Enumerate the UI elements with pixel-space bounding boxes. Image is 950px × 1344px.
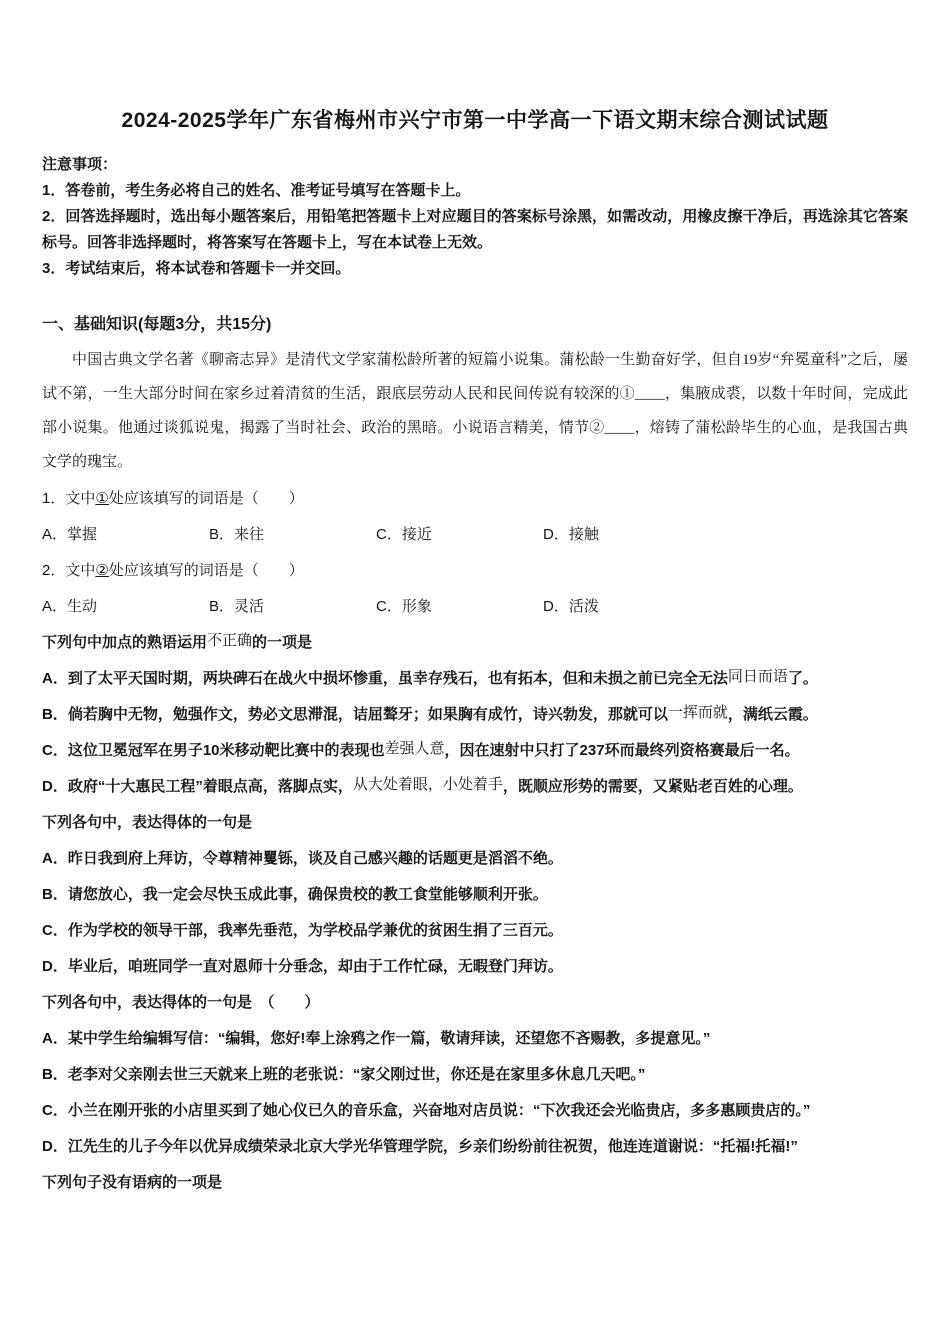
reading-passage: 中国古典文学名著《聊斋志异》是清代文学家蒲松龄所著的短篇小说集。蒲松龄一生勤奋好学，但自19岁“弁冕童科”之后，屡试不第，一生大部分时间在家乡过着清贫的生活，跟底层劳动人民和民间传说有较深的①____，集腋成裘，以数十年时间，完成此部小说集。他通过谈狐说鬼，揭露了当时社会、政治的黑暗。小说语言精美，情节②____，熔铸了蒲松龄毕生的心血，是我国古典文学的瑰宝。: [42, 352, 908, 470]
question-3-option-d: D．政府“十大惠民工程”着眼点高，落脚点实，从大处着眼，小处着手，既顺应形势的需要，又紧贴老百姓的心理。: [42, 777, 803, 795]
questions-area: [42, 481, 908, 1201]
question-4-option-c: C．作为学校的领导干部，我率先垂范，为学校品学兼优的贫困生捐了三百元。: [42, 922, 563, 939]
notice-item-2: 2．回答选择题时，选出每小题答案后，用铅笔把答题卡上对应题目的答案标号涂黑，如需改动，用橡皮擦干净后，再选涂其它答案标号。回答非选择题时，将答案写在答题卡上，写在本试卷上无效。: [42, 208, 908, 251]
question-1-option-c: C．接近: [376, 526, 432, 543]
question-5-option-d: D．江先生的儿子今年以优异成绩荣录北京大学光华管理学院，乡亲们纷纷前往祝贺，他连连道谢说：“托福!托福!”: [42, 1138, 798, 1155]
question-4-stem: 下列各句中，表达得体的一句是: [42, 814, 253, 831]
question-3-option-b: B．倘若胸中无物，勉强作文，势必文思滞混，诘屈聱牙；如果胸有成竹，诗兴勃发，那就可以一挥而就，满纸云霞。: [42, 705, 818, 723]
section-one-heading: 一、基础知识(每题3分，共15分): [42, 316, 272, 333]
question-6-stem: 下列句子没有语病的一项是: [42, 1174, 223, 1191]
page-title: 2024-2025学年广东省梅州市兴宁市第一中学高一下语文期末综合测试试题: [121, 109, 829, 132]
question-4-option-b: B．请您放心，我一定会尽快玉成此事，确保贵校的教工食堂能够顺利开张。: [42, 886, 548, 903]
question-2-options: [42, 589, 908, 625]
question-1-options: [42, 517, 908, 553]
question-2-option-c: C．形象: [376, 598, 432, 615]
notice-section: [42, 152, 908, 282]
question-3-option-a: A．到了太平天国时期，两块碑石在战火中损坏惨重，虽幸存残石，也有拓本，但和未损之前已完全无法同日而语了。: [42, 669, 818, 687]
question-2-option-d: D．活泼: [543, 598, 599, 615]
question-1-option-b: B．来往: [209, 526, 265, 543]
question-4-option-a: A．昨日我到府上拜访，令尊精神矍铄，谈及自己感兴趣的话题更是滔滔不绝。: [42, 850, 563, 867]
question-1-stem: 1．文中①处应该填写的词语是（ ）: [42, 490, 304, 507]
question-2-option-b: B．灵活: [209, 598, 265, 615]
question-4-option-d: D．毕业后，咱班同学一直对恩师十分垂念，却由于工作忙碌，无暇登门拜访。: [42, 958, 563, 975]
question-2-stem: 2．文中②处应该填写的词语是（ ）: [42, 562, 304, 579]
question-2-option-a: A．生动: [42, 598, 98, 615]
question-5-stem: 下列各句中，表达得体的一句是 （ ）: [42, 994, 320, 1011]
notice-item-1: 1．答卷前，考生务必将自己的姓名、准考证号填写在答题卡上。: [42, 182, 471, 199]
question-5-option-b: B．老李对父亲刚去世三天就来上班的老张说：“家父刚过世，你还是在家里多休息几天吧。”: [42, 1066, 646, 1083]
notice-heading: 注意事项：: [42, 156, 118, 173]
question-1-option-d: D．接触: [543, 526, 599, 543]
question-5-option-a: A．某中学生给编辑写信：“编辑，您好!奉上涂鸦之作一篇，敬请拜读，还望您不吝赐教，多提意见。”: [42, 1030, 711, 1047]
notice-item-3: 3．考试结束后，将本试卷和答题卡一并交回。: [42, 260, 351, 277]
question-3-stem: 下列句中加点的熟语运用不正确的一项是: [42, 633, 313, 651]
question-1-option-a: A．掌握: [42, 526, 98, 543]
question-5-option-c: C．小兰在刚开张的小店里买到了她心仪已久的音乐盒，兴奋地对店员说：“下次我还会光临贵店，多多惠顾贵店的。”: [42, 1102, 811, 1119]
question-3-option-c: C．这位卫冕冠军在男子10米移动靶比赛中的表现也差强人意，因在速射中只打了237环而最终列资格赛最后一名。: [42, 741, 800, 759]
